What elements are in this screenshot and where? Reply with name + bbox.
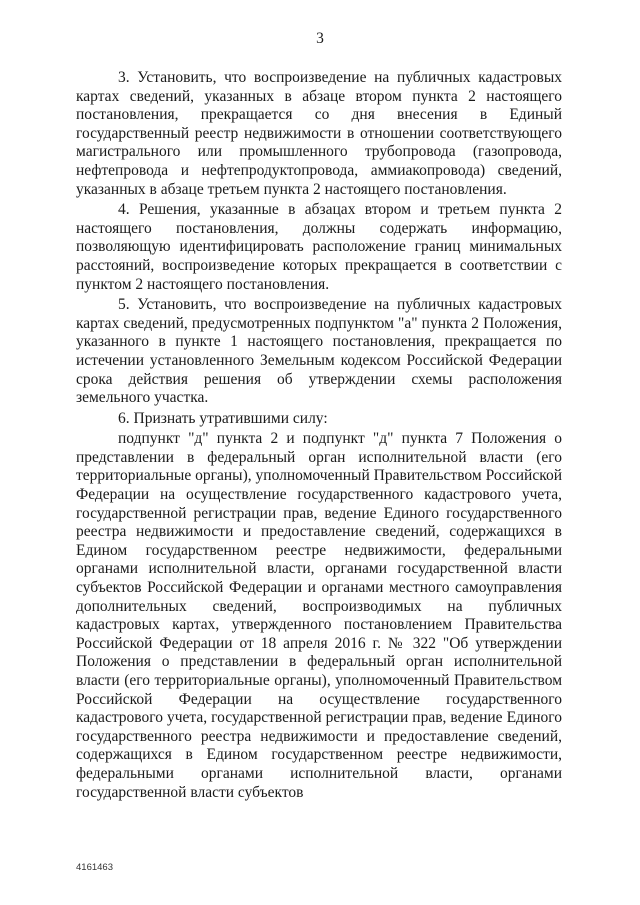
document-body [76, 69, 562, 804]
paragraph-6: 6. Признать утратившими силу: [118, 409, 328, 427]
paragraph-4: 4. Решения, указанные в абзацах втором и третьем пункта 2 настоящего постановления, должны содержать информацию, позволяющую идентифицировать расположение границ минимальных расстояний, воспроизведение которых прекращается в соответствии с пунктом 2 настоящего постановления. [76, 201, 562, 293]
document-id: 4161463 [76, 862, 113, 873]
paragraph-6-subitem: подпункт "д" пункта 2 и подпункт "д" пункта 7 Положения о представлении в федеральный орган исполнительной власти (его территориальные органы), уполномоченный Правительством Российской Федерации на осуществление государственного кадастрового учета, государственной регистрации прав, ведение Единого государственного реестра недвижимости и предоставление сведений, содержащихся в Едином государственном реестре недвижимости, федеральными органами исполнительной власти, органами государственной власти субъектов Российской Федерации и органами местного самоуправления дополнительных сведений, воспроизводимых на публичных кадастровых картах, утвержденного постановлением Правительства Российской Федерации от 18 апреля 2016 г. № 322 "Об утверждении Положения о представлении в федеральный орган исполнительной власти (его территориальные органы), уполномоченный Правительством Российской Федерации на осуществление государственного кадастрового учета, государственной регистрации прав, ведение Единого государственного реестра недвижимости и предоставление сведений, содержащихся в Едином государственном реестре недвижимости, федеральными органами исполнительной власти, органами государственной власти субъектов [76, 430, 562, 801]
paragraph-5: 5. Установить, что воспроизведение на публичных кадастровых картах сведений, предусмотренных подпунктом "а" пункта 2 Положения, указанного в пункте 1 настоящего постановления, прекращается по истечении установленного Земельным кодексом Российской Федерации срока действия решения об утверждении схемы расположения земельного участка. [76, 296, 562, 407]
page-number: 3 [316, 30, 324, 47]
paragraph-3: 3. Установить, что воспроизведение на публичных кадастровых картах сведений, указанных в абзаце втором пункта 2 настоящего постановления, прекращается со дня внесения в Единый государственный реестр недвижимости в отношении соответствующего магистрального или промышленного трубопровода (газопровода, нефтепровода и нефтепродуктопровода, аммиакопровода) сведений, указанных в абзаце третьем пункта 2 настоящего постановления. [76, 69, 562, 198]
